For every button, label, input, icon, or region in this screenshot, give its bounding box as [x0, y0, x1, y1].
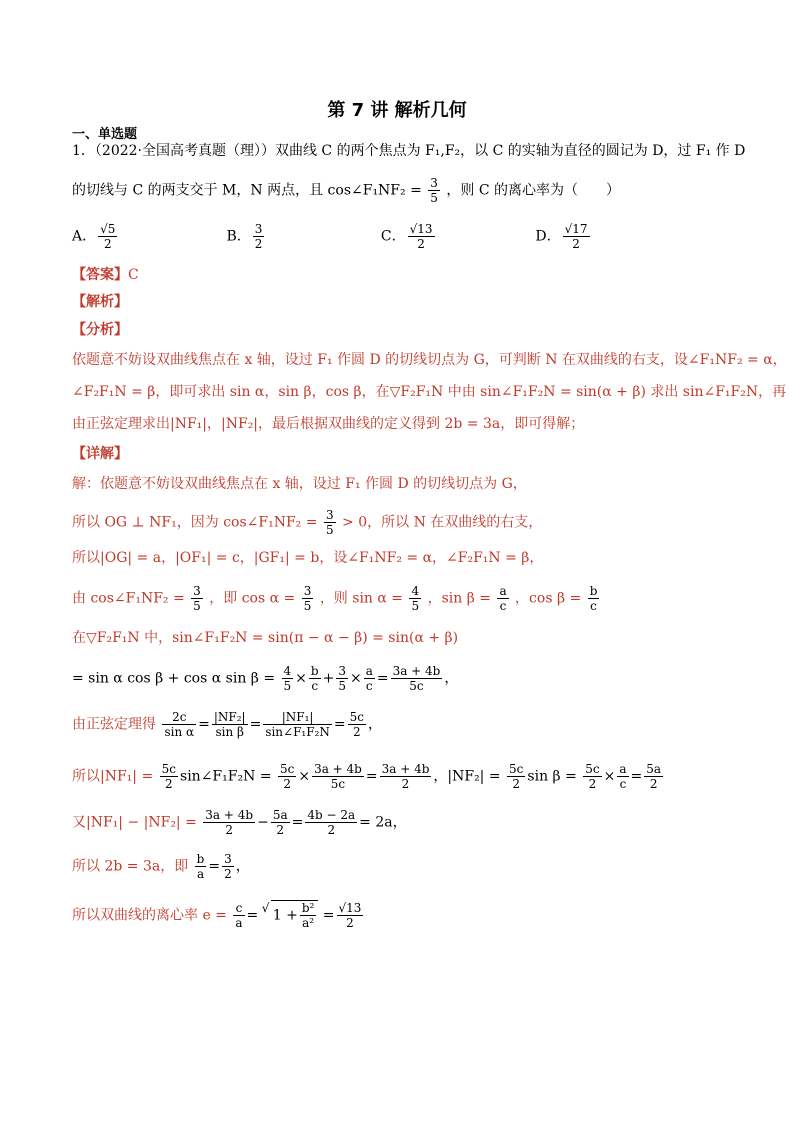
detail-line-7: 由正弦定理得 $\frac{2c}{\text{sin α}}$ = $\frac{\text{|NF₂|}}{\text{sin β}}$ = $\frac{\text{|NF₁|}}{\text{sin∠F₁F₂N}}$ = $\frac{5c}{2}$ ， — [72, 710, 382, 739]
options-row — [72, 222, 685, 251]
fenxi-line-3: 由正弦定理求出|NF₁|，|NF₂|，最后根据双曲线的定义得到 2b = 3a，即可得解； — [72, 416, 585, 432]
option-b[interactable]: B． $\frac{3}{2}$ — [226, 222, 263, 251]
detail-line-11: 所以双曲线的离心率 e = $\frac{c}{a}$ = √ 1 + $\frac{\text{b²}}{\text{a²}}$ = $\frac{√13}{2}$ — [72, 900, 365, 930]
option-a[interactable]: A． $\frac{√5}{2}$ — [72, 222, 116, 251]
detail-line-6: = sin α cos β + cos α sin β = $\frac{4}{5}$ × $\frac{b}{c}$ + $\frac{3}{5}$ × $\frac{a}{c}$ = $\frac{3a + 4b}{5c}$ ， — [72, 664, 459, 693]
detail-line-9: 又|NF₁| − |NF₂| = $\frac{3a + 4b}{2}$ − $\frac{5a}{2}$ = $\frac{4b - 2a}{2}$ = 2a， — [72, 808, 407, 837]
page-title: 第 7 讲 解析几何 — [327, 100, 467, 121]
detail-label: 【详解】 — [72, 446, 128, 462]
detail-line-3: 所以|OG| = a，|OF₁| = c，|GF₁| = b，设∠F₁NF₂ = α，∠F₂F₁N = β， — [72, 550, 544, 566]
option-d[interactable]: D． $\frac{√17}{2}$ — [535, 222, 588, 251]
detail-line-5: 在▽F₂F₁N 中，sin∠F₁F₂N = sin(π − α − β) = sin(α + β) — [72, 630, 459, 646]
fenxi-line-2: ∠F₂F₁N = β，即可求出 sin α，sin β，cos β，在▽F₂F₁N 中由 sin∠F₁F₂N = sin(α + β) 求出 sin∠F₁F₂N，再 — [72, 384, 787, 400]
answer-label: 【答案】 — [72, 267, 128, 283]
question-line-2 — [72, 176, 620, 205]
fenxi-line-1: 依题意不妨设双曲线焦点在 x 轴，设过 F₁ 作圆 D 的切线切点为 G，可判断 N 在双曲线的右支，设∠F₁NF₂ = α， — [72, 352, 787, 368]
detail-line-4: 由 cos∠F₁NF₂ = $\frac{3}{5}$ ，即 cos α = $\frac{3}{5}$ ，则 sin α = $\frac{4}{5}$ ，sin β = $\frac{a}{c}$ ，cos β = $\frac{b}{c}$ — [72, 584, 598, 613]
detail-line-10: 所以 2b = 3a，即 $\frac{b}{a}$ = $\frac{3}{2}$ ， — [72, 852, 250, 881]
option-c[interactable]: C． $\frac{√13}{2}$ — [380, 222, 433, 251]
question-line-2-tail: ，则 C 的离心率为（ ） — [446, 182, 620, 199]
cos-fraction: $\frac{3}{5}$ — [430, 176, 438, 205]
detail-line-1: 解：依题意不妨设双曲线焦点在 x 轴，设过 F₁ 作圆 D 的切线切点为 G， — [72, 476, 527, 492]
fenxi-label: 【分析】 — [72, 322, 128, 338]
answer-line — [72, 265, 139, 285]
detail-line-2: 所以 OG ⊥ NF₁，因为 cos∠F₁NF₂ = $\frac{3}{5}$ > 0，所以 N 在双曲线的右支， — [72, 508, 543, 537]
detail-line-8: 所以|NF₁| = $\frac{5c}{2}$ sin∠F₁F₂N = $\frac{5c}{2}$ × $\frac{3a + 4b}{5c}$ = $\frac{3a + 4b}{2}$ ，|NF₂| = $\frac{5c}{2}$ sin β = $\frac{5c}{2}$ × $\frac{a}{c}$ = $\frac{5a}{2}$ — [72, 762, 662, 791]
analysis-label: 【解析】 — [72, 294, 128, 310]
question-line-1: 1．（2022·全国高考真题（理））双曲线 C 的两个焦点为 F₁,F₂，以 C 的实轴为直径的圆记为 D，过 F₁ 作 D — [72, 143, 746, 159]
question-line-2-text: 的切线与 C 的两支交于 M，N 两点，且 cos∠F₁NF₂ = — [72, 182, 422, 199]
section-heading: 一、单选题 — [72, 127, 138, 142]
answer-value: C — [128, 267, 139, 283]
sqrt-expression: √ 1 + $\frac{\text{b²}}{\text{a²}}$ — [271, 900, 319, 930]
